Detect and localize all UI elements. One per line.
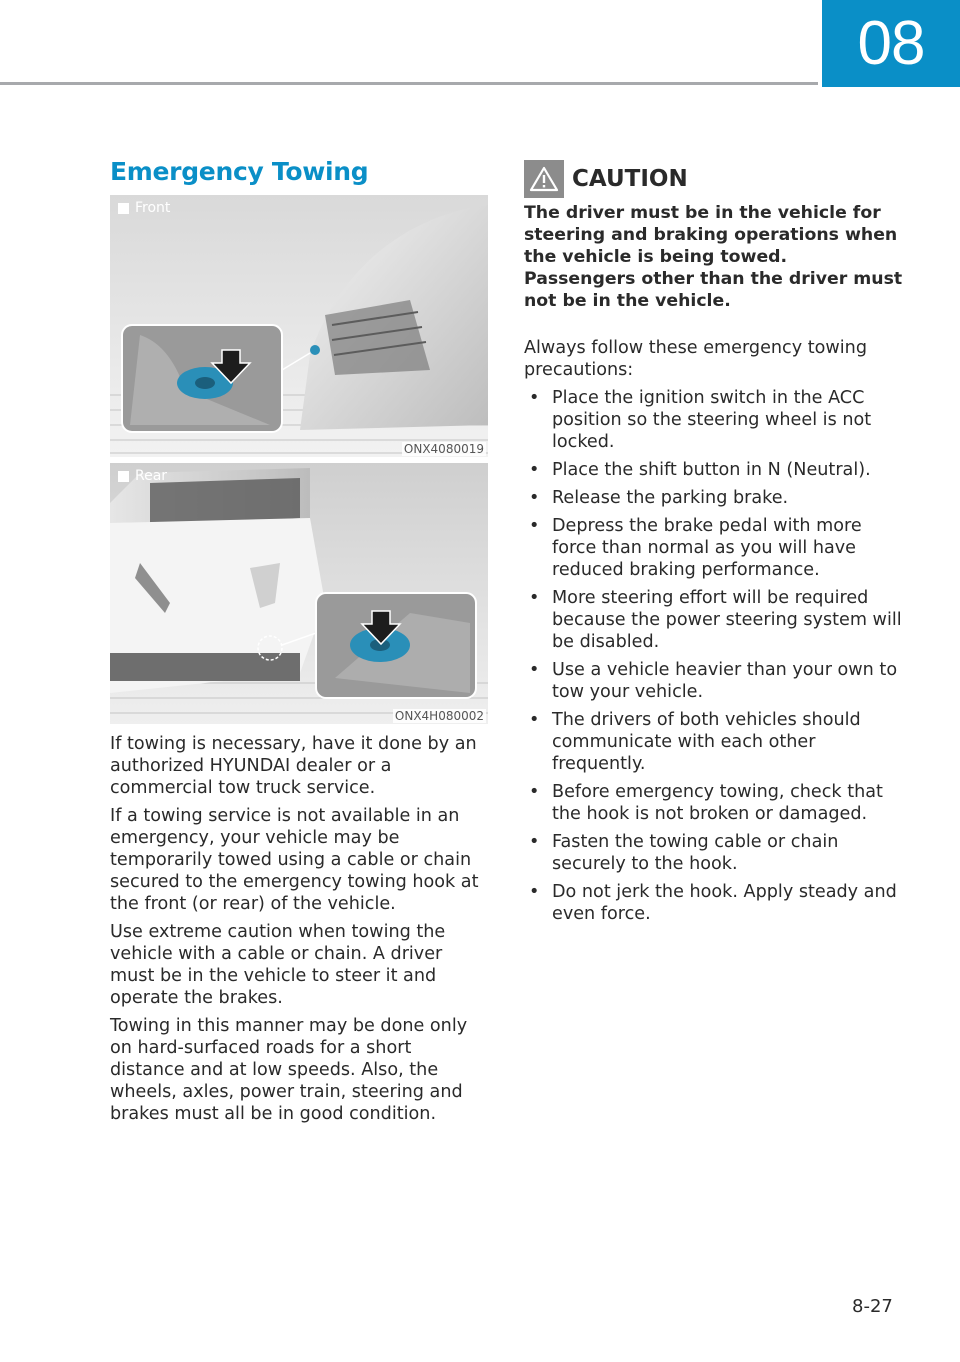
page-number: 8-27 [852,1296,893,1317]
section-title: Emergency Towing [110,157,369,186]
front-label-text: Front [135,200,171,216]
front-illustration [110,195,488,457]
bullet-icon: • [529,782,540,802]
body-paragraph: If a towing service is not available in an emergency, your vehicle may be temporarily towed using a cable or chain secured to the emergency towing hook at the front (or rear) of the vehicle. [110,806,479,914]
rear-label-text: Rear [135,468,168,484]
precautions-list [524,387,904,925]
rear-figure [110,463,488,724]
list-item-text: Do not jerk the hook. Apply steady and even force. [552,882,897,924]
list-item [524,487,904,509]
rear-label [118,468,167,484]
list-item [524,881,904,925]
list-item-text: Before emergency towing, check that the hook is not broken or damaged. [552,782,883,824]
bullet-icon: • [529,488,540,508]
front-label [118,200,170,216]
precautions [524,337,904,931]
body-paragraph: If towing is necessary, have it done by an authorized HYUNDAI dealer or a commercial tow truck service. [110,734,477,798]
list-item-text: The drivers of both vehicles should communicate with each other frequently. [552,710,861,774]
caution-warning: The driver must be in the vehicle for steering and braking operations when the vehicle is being towed. Passengers other than the driver must not be in the vehicle. [524,203,903,311]
list-item-text: Release the parking brake. [552,488,789,508]
bullet-icon: • [529,460,540,480]
bullet-icon: • [529,588,540,608]
front-figure-code: ONX4080019 [403,442,484,456]
rear-figure-code: ONX4H080002 [394,709,484,723]
list-item [524,831,904,875]
list-item-text: Fasten the towing cable or chain securely to the hook. [552,832,839,874]
warning-triangle-icon [524,160,564,198]
bullet-icon: • [529,516,540,536]
square-bullet-icon [118,471,129,482]
list-item [524,709,904,775]
list-item [524,659,904,703]
body-text [110,733,490,1131]
bullet-icon: • [529,832,540,852]
list-item [524,387,904,453]
bullet-icon: • [529,882,540,902]
body-paragraph: Towing in this manner may be done only on hard-surfaced roads for a short distance and at low speeds. Also, the wheels, axles, power train, steering and brakes must all be in good condition. [110,1016,468,1124]
caution-heading [524,160,688,198]
square-bullet-icon [118,203,129,214]
list-item [524,459,904,481]
front-figure [110,195,488,457]
body-paragraph: Use extreme caution when towing the vehicle with a cable or chain. A driver must be in the vehicle to steer it and operate the brakes. [110,922,446,1008]
caution-title: CAUTION [572,166,688,192]
list-item-text: Place the shift button in N (Neutral). [552,460,871,480]
list-item [524,587,904,653]
list-item [524,515,904,581]
bullet-icon: • [529,710,540,730]
list-item [524,781,904,825]
precautions-intro: Always follow these emergency towing precautions: [524,338,867,380]
bullet-icon: • [529,388,540,408]
list-item-text: More steering effort will be required because the power steering system will be disabled. [552,588,902,652]
list-item-text: Use a vehicle heavier than your own to tow your vehicle. [552,660,898,702]
chapter-tab: 08 [822,0,960,87]
list-item-text: Depress the brake pedal with more force than normal as you will have reduced braking performance. [552,516,862,580]
bullet-icon: • [529,660,540,680]
list-item-text: Place the ignition switch in the ACC position so the steering wheel is not locked. [552,388,872,452]
header-rule [0,82,818,85]
rear-illustration [110,463,488,724]
